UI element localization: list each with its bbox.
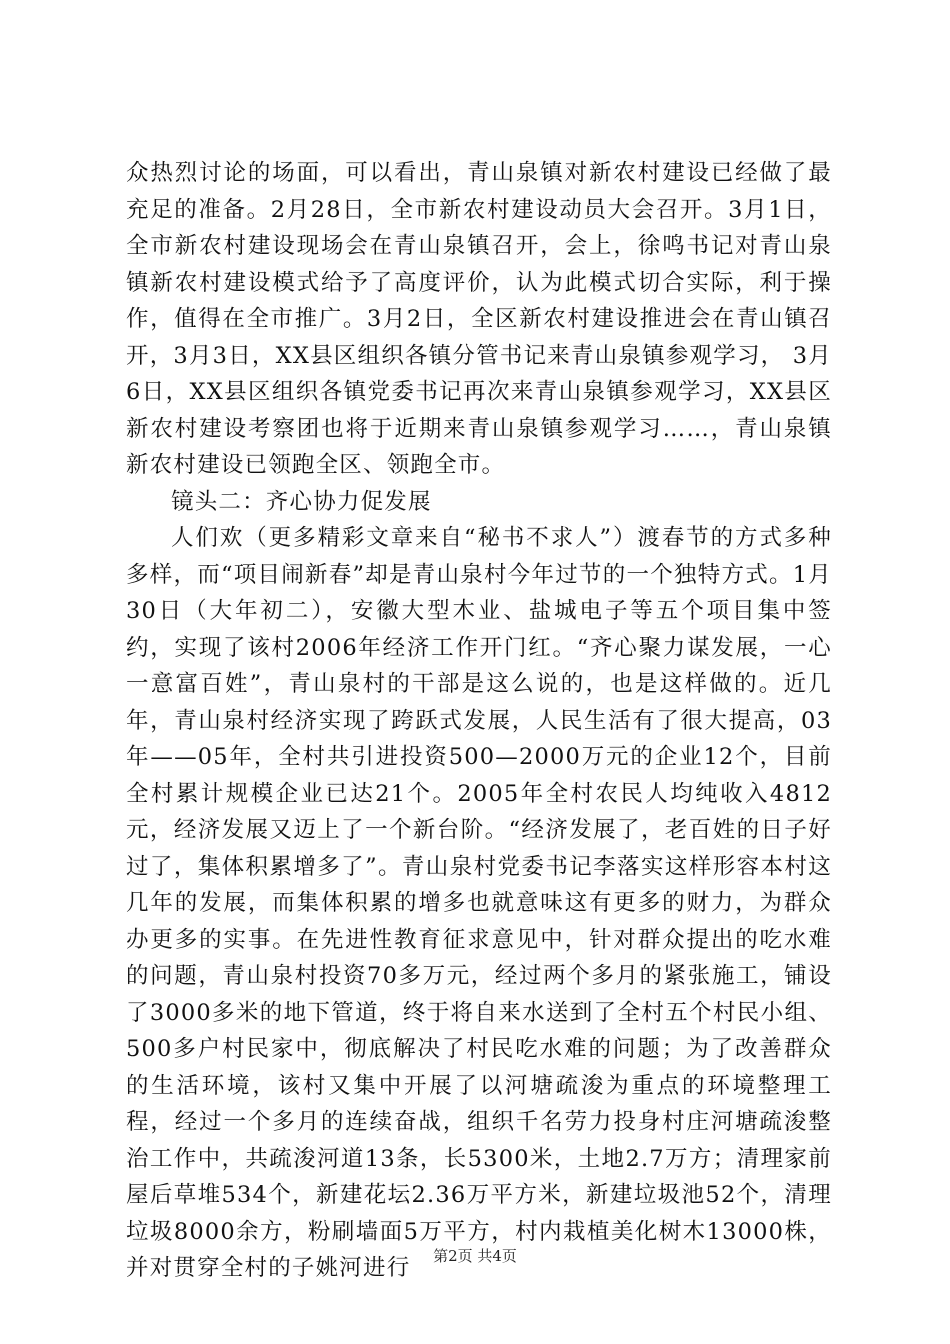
document-body [126, 155, 832, 1287]
paragraph: 人们欢（更多精彩文章来自“秘书不求人”）渡春节的方式多种多样，而“项目闹新春”却是青山泉村今年过节的一个独特方式。1月30日（大年初二），安徽大型木业、盐城电子等五个项目集中签约，实现了该村2006年经济工作开门红。“齐心聚力谋发展，一心一意富百姓”，青山泉村的干部是这么说的，也是这样做的。近几年，青山泉村经济实现了跨跃式发展，人民生活有了很大提高，03年——05年，全村共引进投资500—2000万元的企业12个，目前全村累计规模企业已达21个。2005年全村农民人均纯收入4812元，经济发展又迈上了一个新台阶。“经济发展了，老百姓的日子好过了，集体积累增多了”。青山泉村党委书记李落实这样形容本村这几年的发展，而集体积累的增多也就意味这有更多的财力，为群众办更多的实事。在先进性教育征求意见中，针对群众提出的吃水难的问题，青山泉村投资70多万元，经过两个多月的紧张施工，铺设了3000多米的地下管道，终于将自来水送到了全村五个村民小组、500多户村民家中，彻底解决了村民吃水难的问题；为了改善群众的生活环境，该村又集中开展了以河塘疏浚为重点的环境整理工程，经过一个多月的连续奋战，组织千名劳力投身村庄河塘疏浚整治工作中，共疏浚河道13条，长5300米，土地2.7万方；清理家前屋后草堆534个，新建花坛2.36万平方米，新建垃圾池52个，清理垃圾8000余方，粉刷墙面5万平方，村内栽植美化树木13000株，并对贯穿全村的子姚河进行 [126, 525, 832, 1281]
paragraph-continuation: 众热烈讨论的场面，可以看出，青山泉镇对新农村建设已经做了最充足的准备。2月28日，全市新农村建设动员大会召开。3月1日，全市新农村建设现场会在青山泉镇召开，会上，徐鸣书记对青山泉镇新农村建设模式给予了高度评价，认为此模式切合实际，利于操作，值得在全市推广。3月2日，全区新农村建设推进会在青山镇召开，3月3日，XX县区组织各镇分管书记来青山泉镇参观学习， 3月6日，XX县区组织各镇党委书记再次来青山泉镇参观学习，XX县区新农村建设考察团也将于近期来青山泉镇参观学习……，青山泉镇新农村建设已领跑全区、领跑全市。 [126, 160, 832, 478]
section-heading: 镜头二：齐心协力促发展 [171, 488, 432, 515]
page-number-footer: 第2页 共4页 [433, 1247, 517, 1265]
